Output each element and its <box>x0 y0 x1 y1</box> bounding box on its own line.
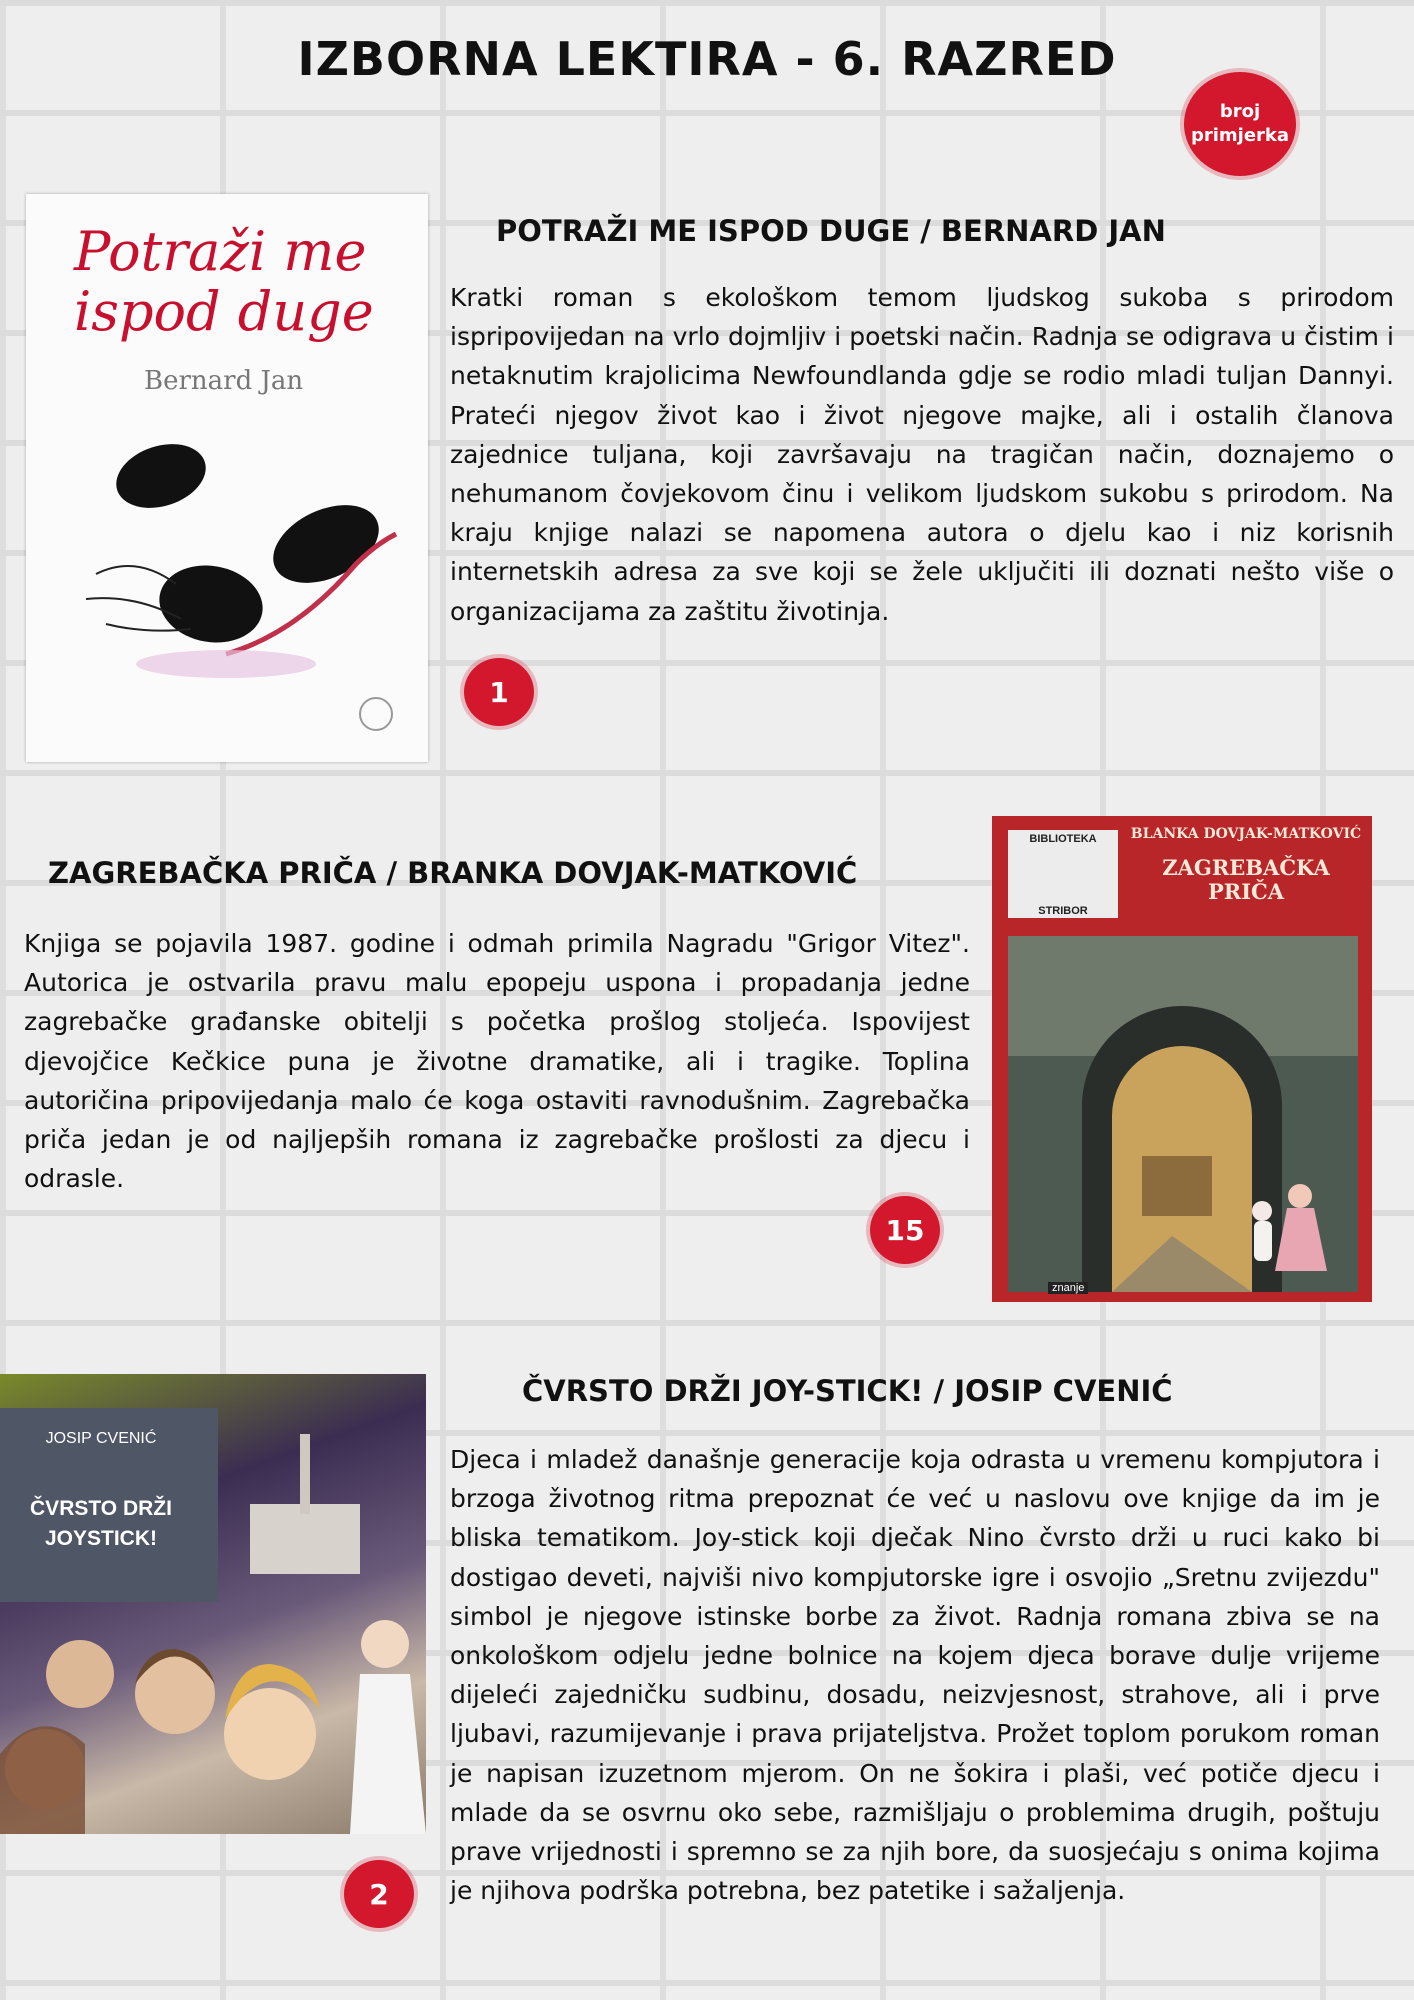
copies-legend-badge: broj primjerka <box>1184 72 1296 176</box>
book-title-potrazi-me: POTRAŽI ME ISPOD DUGE / BERNARD JAN <box>496 214 1166 248</box>
book-cover-cvrsto-drzi-joystick <box>0 1374 426 1834</box>
book-description-zagrebacka-prica: Knjiga se pojavila 1987. godine i odmah primila Nagradu "Grigor Vitez". Autorica je ostvarila pravu malu epopeju uspona i propadanja jedne zagrebačke građanske obitelji s početka prošlog stoljeća. Ispovijest djevojčice Kečkice puna je životne dramatike, ali i tragike. Toplina autoričina pripovijedanja malo će koga ostaviti ravnodušnim. Zagrebačka priča jedan je od najljepših romana iz zagrebačke prošlosti za djecu i odrasle. <box>24 929 970 1194</box>
book-cover-zagrebacka-prica <box>992 816 1372 1302</box>
copies-count-badge: 2 <box>344 1860 414 1928</box>
cover-title: Potraži me ispod duge <box>74 220 374 343</box>
cover-author: BLANKA DOVJAK-MATKOVIĆ <box>1130 826 1362 842</box>
book-description-potrazi-me: Kratki roman s ekološkom temom ljudskog sukoba s prirodom ispripovijedan na vrlo dojmljiv i poetski način. Radnja se odigrava u čistim i netaknutim krajolicima Newfoundlanda gdje se rodio mladi tuljan Dannyi. Prateći njegov život kao i život njegove majke, ali i ostalih članova zajednice tuljana, koji završavaju na tragičan način, doznajemo o nehumanom čovjekovom činu i velikom ljudskom sukobu s prirodom. Na kraju knjige nalazi se napomena autora o djelu kao i niz korisnih internetskih adresa za sve koji se žele uključiti ili doznati nešto više o organizacijama za zaštitu životinja. <box>450 283 1394 626</box>
cover-series-label: BIBLIOTEKA STRIBOR <box>1029 833 1097 917</box>
cover-author: JOSIP CVENIĆ <box>45 1430 157 1447</box>
book-cover-potrazi-me <box>26 194 428 762</box>
book-description-cvrsto-drzi-joystick: Djeca i mladež današnje generacije koja odrasta u vremenu kompjutora i brzoga životnog ritma prepoznat će već u naslovu ove knjige da im je bliska tematikom. Joy-stick koji dječak Nino čvrsto drži u ruci kako bi dostigao deveti, najviši nivo kompjutorske igre i osvojio „Sretnu zvijezdu" simbol je njegove istinske borbe za život. Radnja romana zbiva se na onkološkom odjelu jedne bolnice na kojem djeca borave dulje vrijeme dijeleći zajedničku sudbinu, dosadu, neizvjesnost, strahove, ali i prve ljubavi, razumijevanje i prava prijateljstva. Prožet toplom porukom roman je napisan izuzetnom mjerom. On ne šokira i plaši, već potiče djecu i mlade da se osvrnu oko sebe, razmišljaju o problemima drugih, poštuju prave vrijednosti i spremno se za njih bore, da suosjećaju s onima kojima je njihova podrška potrebna, bez patetike i sažaljenja. <box>450 1445 1380 1906</box>
book-title-zagrebacka-prica: ZAGREBAČKA PRIČA / BRANKA DOVJAK-MATKOVIĆ <box>48 856 858 890</box>
copies-count-badge: 15 <box>870 1196 940 1264</box>
cover-author: Bernard Jan <box>144 366 304 396</box>
book-title-cvrsto-drzi-joystick: ČVRSTO DRŽI JOY-STICK! / JOSIP CVENIĆ <box>522 1374 1173 1408</box>
cover-title: ZAGREBAČKA PRIČA <box>1162 855 1330 904</box>
cover-title: ČVRSTO DRŽI JOYSTICK! <box>30 1497 172 1550</box>
copies-count-badge: 1 <box>464 658 534 726</box>
cover-publisher: znanje <box>1048 1282 1088 1294</box>
page-title: IZBORNA LEKTIRA - 6. RAZRED <box>297 32 1117 86</box>
